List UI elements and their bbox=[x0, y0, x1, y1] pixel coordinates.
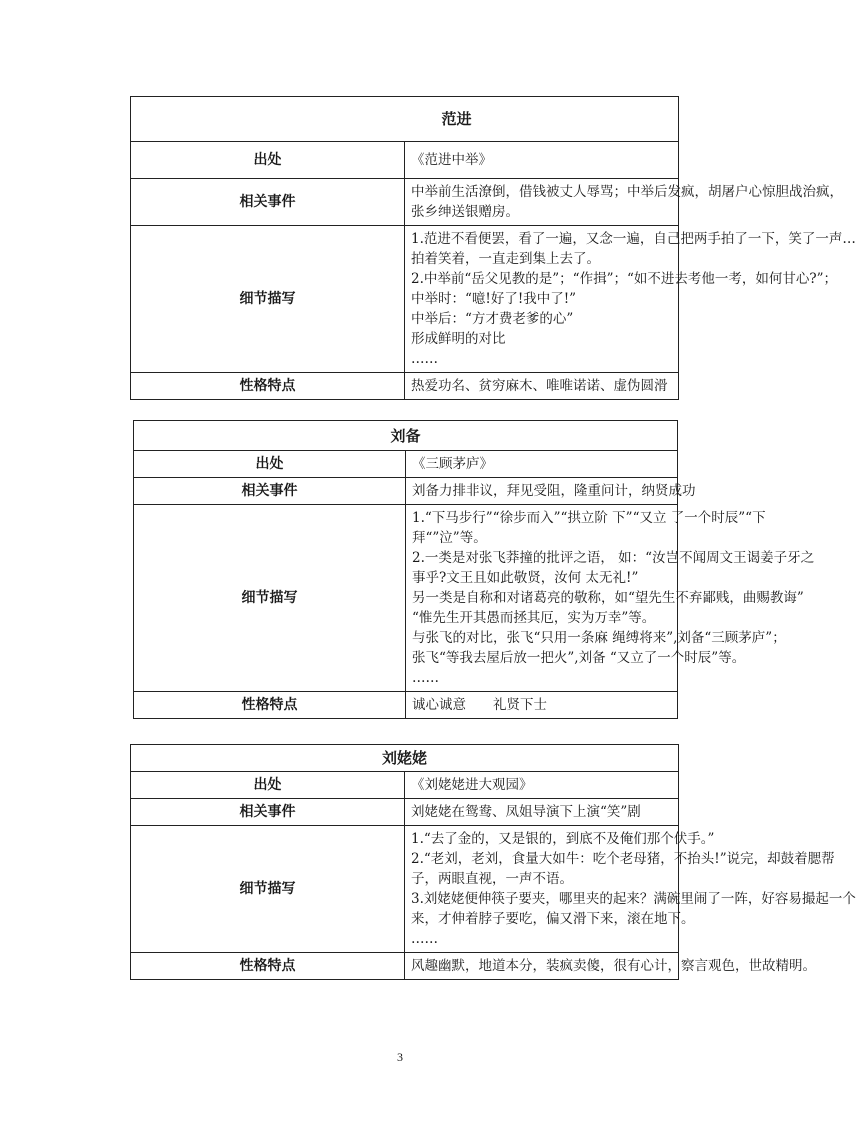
row-content-details bbox=[405, 226, 856, 373]
text-line: “惟先生开其愚而拯其厄，实为万幸”等。 bbox=[412, 610, 656, 626]
row-label-details: 细节描写 bbox=[131, 826, 405, 953]
text-line: 中举后：“方才费老爹的心” bbox=[411, 311, 574, 327]
text-line: 刘备力排非议，拜见受阻，隆重问计，纳贤成功 bbox=[412, 483, 696, 499]
text-line: 张乡绅送银赠房。 bbox=[411, 204, 519, 220]
text-line: 《三顾茅庐》 bbox=[412, 456, 493, 472]
row-label-details: 细节描写 bbox=[131, 226, 405, 373]
text-line: 张飞“等我去屋后放一把火”,刘备 “又立了一个时辰”等。 bbox=[412, 650, 746, 666]
text-line: 刘姥姥在鸳鸯、凤姐导演下上演“笑”剧 bbox=[411, 804, 641, 820]
text-line: …… bbox=[411, 351, 438, 367]
text-line: 1.范进不看便罢，看了一遍，又念一遍，自己把两手拍了一下，笑了一声… bbox=[411, 231, 856, 247]
character-table-liulaolao bbox=[130, 744, 856, 980]
row-content-events bbox=[405, 799, 679, 826]
row-label-source: 出处 bbox=[134, 451, 406, 478]
text-line: 子，两眼直视，一声不语。 bbox=[411, 871, 573, 887]
text-line: 拍着笑着，一直走到集上去了。 bbox=[411, 251, 600, 267]
row-label-source: 出处 bbox=[131, 142, 405, 179]
row-content-source bbox=[406, 451, 678, 478]
text-line: 形成鲜明的对比 bbox=[411, 331, 506, 347]
text-line: 来，才伸着脖子要吃，偏又滑下来，滚在地下。 bbox=[411, 911, 695, 927]
text-line: 拜“”泣”等。 bbox=[412, 530, 487, 546]
text-line: 《刘姥姥进大观园》 bbox=[411, 777, 533, 793]
text-line: 诚心诚意 礼贤下士 bbox=[412, 697, 547, 713]
table-title: 范进 bbox=[131, 97, 679, 142]
text-line: 1.“下马步行”“徐步而入”“拱立阶 下”“又立 了一个时辰”“下 bbox=[412, 510, 766, 526]
text-line: 1.“去了金的，又是银的，到底不及俺们那个伏手。” bbox=[411, 831, 715, 847]
text-line: 热爱功名、贫穷麻木、唯唯诺诺、虚伪圆滑 bbox=[411, 378, 668, 394]
text-line: 2.“老刘，老刘，食量大如牛：吃个老母猪，不抬头!”说完，却鼓着腮帮 bbox=[411, 851, 835, 867]
text-line: 2.一类是对张飞莽撞的批评之语， 如：“汝岂不闻周文王谒姜子牙之 bbox=[412, 550, 815, 566]
row-content-traits bbox=[406, 692, 678, 719]
text-line: 另一类是自称和对诸葛亮的敬称，如“望先生不弃鄙贱，曲赐教诲” bbox=[412, 590, 804, 606]
row-label-events: 相关事件 bbox=[134, 478, 406, 505]
row-content-source bbox=[405, 772, 679, 799]
text-line: …… bbox=[412, 670, 439, 686]
text-line: …… bbox=[411, 931, 438, 947]
row-label-traits: 性格特点 bbox=[131, 373, 405, 400]
text-line: 《范进中举》 bbox=[411, 152, 492, 168]
row-content-details bbox=[406, 505, 815, 692]
row-content-source bbox=[405, 142, 679, 179]
row-content-events bbox=[405, 179, 843, 226]
row-label-traits: 性格特点 bbox=[134, 692, 406, 719]
text-line: 风趣幽默，地道本分，装疯卖傻，很有心计，察言观色，世故精明。 bbox=[411, 958, 816, 974]
row-content-details bbox=[405, 826, 856, 953]
page-number: 3 bbox=[397, 1050, 403, 1064]
row-label-source: 出处 bbox=[131, 772, 405, 799]
row-label-traits: 性格特点 bbox=[131, 953, 405, 980]
table-title: 刘备 bbox=[134, 421, 678, 451]
row-content-events bbox=[406, 478, 696, 505]
row-label-events: 相关事件 bbox=[131, 799, 405, 826]
row-content-traits bbox=[405, 953, 816, 980]
row-label-details: 细节描写 bbox=[134, 505, 406, 692]
text-line: 中举前生活潦倒，借钱被丈人辱骂；中举后发疯，胡屠户心惊胆战治疯， bbox=[411, 184, 843, 200]
row-content-traits bbox=[405, 373, 679, 400]
row-label-events: 相关事件 bbox=[131, 179, 405, 226]
table-title: 刘姥姥 bbox=[131, 745, 679, 772]
text-line: 与张飞的对比，张飞“只用一条麻 绳缚将来”,刘备“三顾茅庐”； bbox=[412, 630, 786, 646]
character-table-fanjin bbox=[130, 96, 856, 400]
text-line: 3.刘姥姥便伸筷子要夹，哪里夹的起来？满碗里闹了一阵，好容易撮起一个 bbox=[411, 891, 856, 907]
text-line: 事乎?文王且如此敬贤，汝何 太无礼!” bbox=[412, 570, 639, 586]
character-table-liubei bbox=[133, 420, 815, 719]
text-line: 2.中举前“岳父见教的是”；“作揖”；“如不进去考他一考，如何甘心?”； bbox=[411, 271, 838, 287]
text-line: 中举时：“噫!好了!我中了!” bbox=[411, 291, 577, 307]
